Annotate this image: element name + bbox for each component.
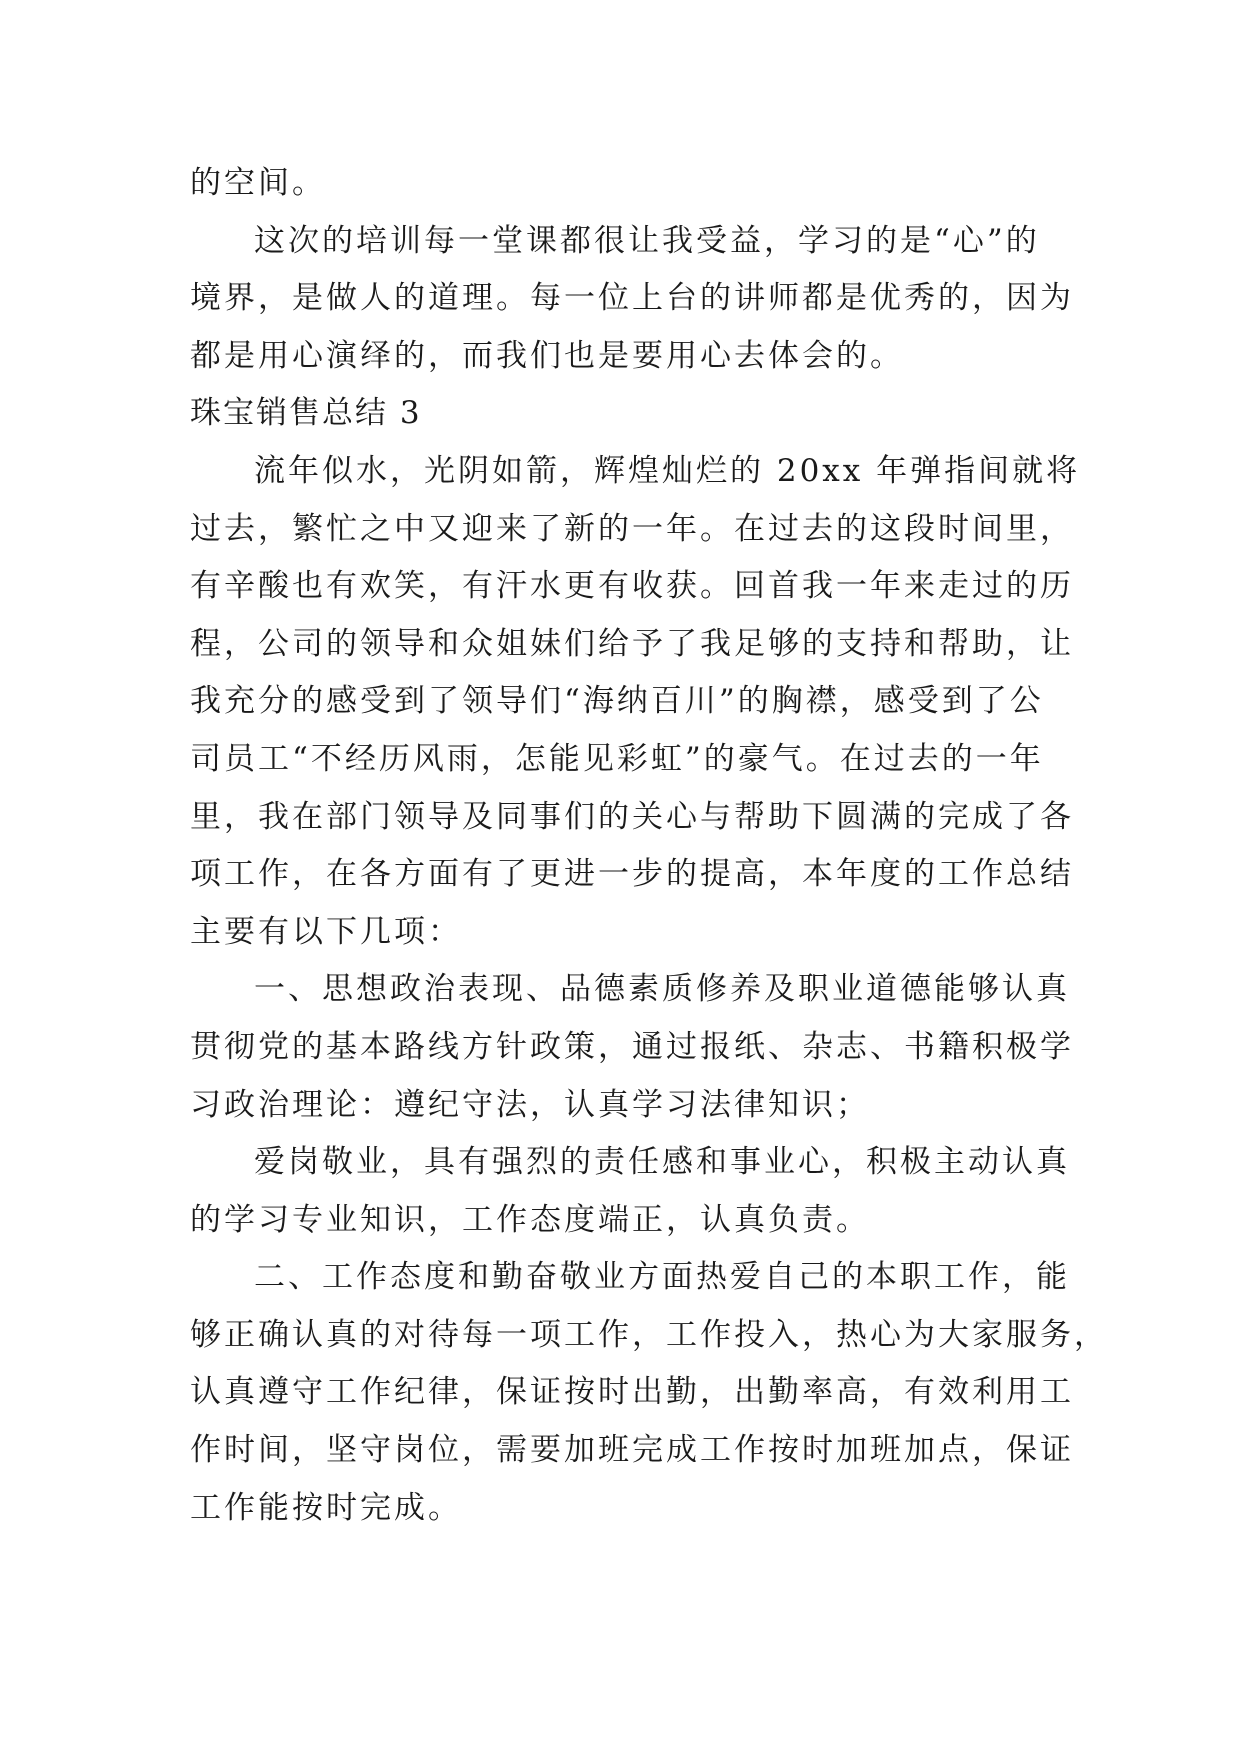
- section-heading: 珠宝销售总结 3: [190, 395, 422, 432]
- document-body: [190, 155, 1108, 1537]
- text-line: 程，公司的领导和众姐妹们给予了我足够的支持和帮助，让: [190, 625, 1074, 662]
- text-line: 流年似水，光阴如箭，辉煌灿烂的 20xx 年弹指间就将: [254, 452, 1081, 489]
- text-line: 二、工作态度和勤奋敬业方面热爱自己的本职工作，能: [254, 1259, 1070, 1296]
- text-line: 一、思想政治表现、品德素质修养及职业道德能够认真: [254, 971, 1070, 1008]
- text-line: 的空间。: [190, 165, 326, 201]
- text-line: 这次的培训每一堂课都很让我受益，学习的是“心”的: [254, 222, 1040, 259]
- text-line: 主要有以下几项：: [190, 913, 462, 950]
- text-line: 过去，繁忙之中又迎来了新的一年。在过去的这段时间里，: [190, 510, 1074, 547]
- text-line: 习政治理论：遵纪守法，认真学习法律知识；: [190, 1086, 870, 1123]
- text-line: 作时间，坚守岗位，需要加班完成工作按时加班加点，保证: [190, 1432, 1074, 1469]
- text-line: 境界，是做人的道理。每一位上台的讲师都是优秀的，因为: [190, 280, 1074, 317]
- text-line: 里，我在部门领导及同事们的关心与帮助下圆满的完成了各: [190, 798, 1074, 835]
- text-line: 项工作，在各方面有了更进一步的提高，本年度的工作总结: [190, 856, 1074, 893]
- text-line: 司员工“不经历风雨，怎能见彩虹”的豪气。在过去的一年: [190, 740, 1044, 777]
- text-line: 工作能按时完成。: [190, 1489, 462, 1526]
- text-line: 认真遵守工作纪律，保证按时出勤，出勤率高，有效利用工: [190, 1374, 1074, 1411]
- text-line: 我充分的感受到了领导们“海纳百川”的胸襟，感受到了公: [190, 683, 1044, 720]
- text-line: 爱岗敬业，具有强烈的责任感和事业心，积极主动认真: [254, 1144, 1070, 1181]
- text-line: 够正确认真的对待每一项工作，工作投入，热心为大家服务，: [190, 1316, 1108, 1353]
- text-line: 的学习专业知识，工作态度端正，认真负责。: [190, 1201, 870, 1238]
- text-line: 都是用心演绎的，而我们也是要用心去体会的。: [190, 337, 904, 374]
- text-line: 贯彻党的基本路线方针政策，通过报纸、杂志、书籍积极学: [190, 1028, 1074, 1065]
- text-line: 有辛酸也有欢笑，有汗水更有收获。回首我一年来走过的历: [190, 568, 1074, 605]
